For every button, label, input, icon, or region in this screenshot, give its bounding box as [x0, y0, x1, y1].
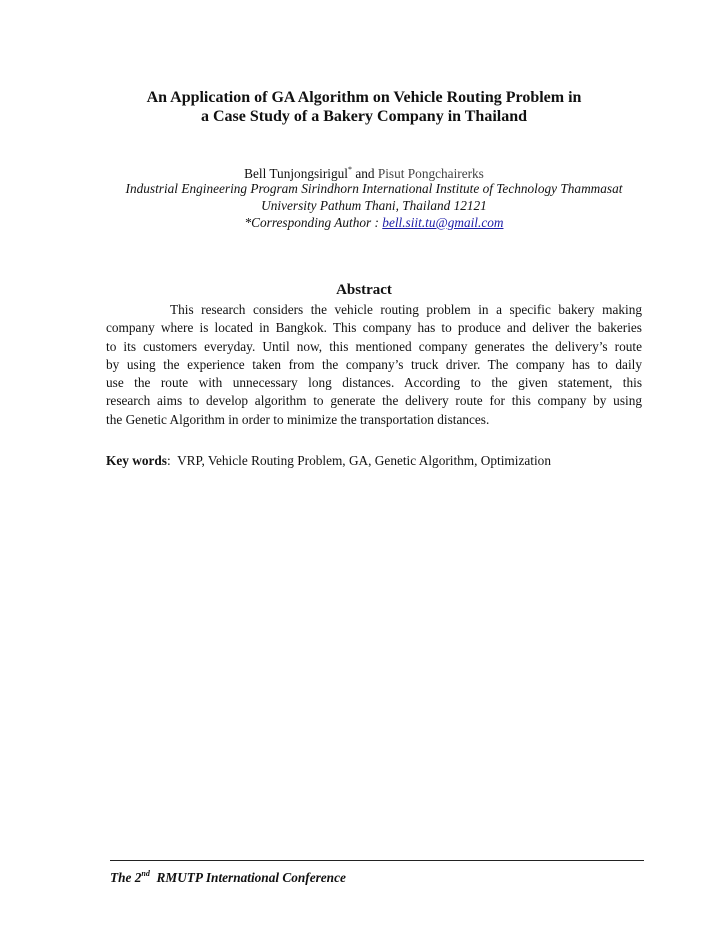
title-line-2: a Case Study of a Bakery Company in Thailand	[201, 108, 527, 125]
abstract-line: by using the experience taken from the company’s truck driver. The company has to daily	[106, 356, 642, 372]
footer	[110, 865, 346, 886]
abstract-line: This research considers the vehicle routing problem in a specific bakery making	[170, 302, 642, 317]
keywords-text: VRP, Vehicle Routing Problem, GA, Genetic Algorithm, Optimization	[177, 453, 551, 468]
corresponding-mark: *	[347, 165, 352, 174]
corresponding-label: *Corresponding Author :	[244, 215, 379, 230]
footer-superscript: nd	[141, 869, 150, 878]
footer-prefix: The 2	[110, 870, 142, 885]
affiliation	[104, 180, 644, 231]
author-connector: and	[355, 166, 375, 181]
abstract-line: company where is located in Bangkok. This company has to produce and deliver the bakeries	[106, 320, 642, 336]
author-1: Bell Tunjongsirigul	[244, 166, 348, 181]
abstract-line: to its customers everyday. Until now, this mentioned company generates the delivery’s route	[106, 338, 642, 354]
keywords	[106, 452, 646, 469]
corresponding-author-line	[104, 214, 644, 231]
abstract-line: use the route with unnecessary long distances. According to the given statement, this	[106, 375, 642, 391]
footer-suffix: RMUTP International Conference	[156, 870, 346, 885]
abstract-body	[106, 301, 642, 429]
author-2: Pisut Pongchairerks	[377, 166, 484, 181]
abstract-line: research aims to develop algorithm to generate the delivery route for this company by using	[106, 393, 642, 409]
title-line-1: An Application of GA Algorithm on Vehicle Routing Problem in	[146, 89, 582, 106]
affiliation-line-1: Industrial Engineering Program Sirindhorn International Institute of Technology Thammasat	[125, 181, 623, 196]
abstract-line: the Genetic Algorithm in order to minimize the transportation distances.	[106, 411, 490, 427]
email-link[interactable]: bell.siit.tu@gmail.com	[382, 215, 504, 230]
footer-divider	[110, 860, 644, 861]
abstract-heading: Abstract	[336, 282, 392, 298]
affiliation-line-2: University Pathum Thani, Thailand 12121	[261, 198, 487, 213]
keywords-separator: :	[166, 453, 171, 468]
author-line	[0, 162, 728, 182]
keywords-label: Key words	[106, 453, 167, 468]
paper-title	[60, 88, 668, 126]
